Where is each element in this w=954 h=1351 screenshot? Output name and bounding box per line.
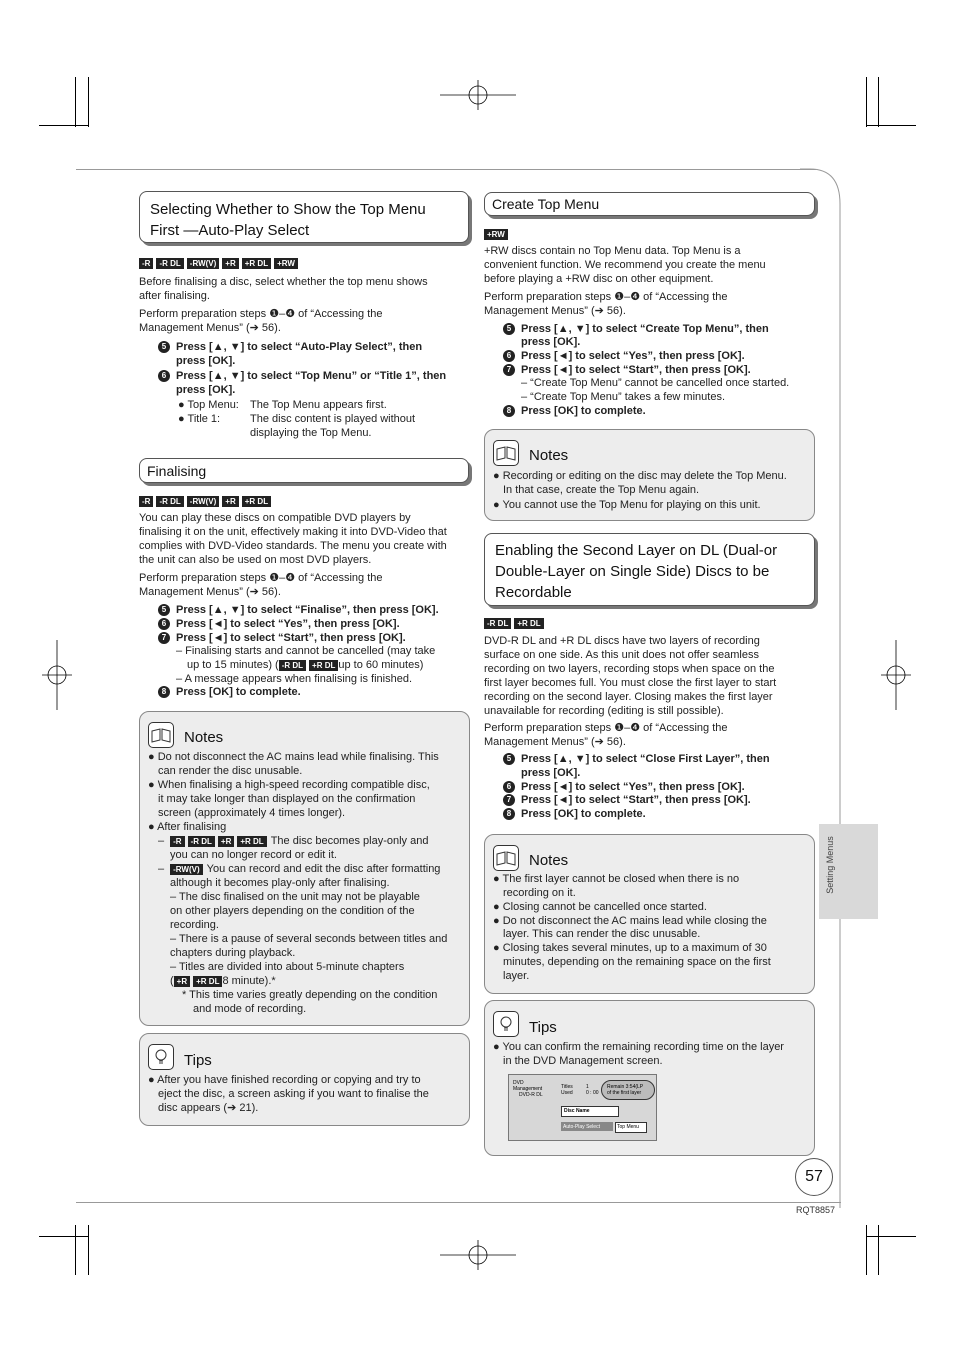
screen-disc-type: DVD-R DL <box>519 1092 543 1098</box>
prep-text: Management Menus” (➔ 56). <box>484 736 626 748</box>
step-5-cont: press [OK]. <box>521 336 581 348</box>
intro-text: complies with DVD-Video standards. The menu you create with <box>139 540 447 552</box>
disc-tag: +R DL <box>514 618 543 629</box>
step-text: Press [OK] to complete. <box>176 686 301 698</box>
heading-line-2: First —Auto-Play Select <box>150 222 310 239</box>
heading-title: Create Top Menu <box>492 196 600 212</box>
step-number: 8 <box>158 686 170 698</box>
notes-title: Notes <box>184 729 224 746</box>
disc-tag: +RW <box>274 258 298 269</box>
tip-item: eject the disc, a screen asking if you want to finalise the <box>158 1088 429 1100</box>
dvd-management-screen <box>508 1074 657 1141</box>
heading-line-3: Recordable <box>495 584 572 601</box>
step-6 <box>158 369 446 383</box>
tip-item: ● After you have finished recording or copying and try to <box>148 1074 421 1086</box>
crop-mark <box>866 1236 916 1237</box>
step-number: 7 <box>158 632 170 644</box>
step-subnote: – A message appears when finalising is finished. <box>176 673 413 685</box>
note-text: on other players depending on the condition of the <box>170 905 415 917</box>
crop-mark <box>866 1225 867 1275</box>
step-5-cont: press [OK]. <box>521 767 581 779</box>
lightbulb-icon <box>148 1044 174 1070</box>
disc-tag: -RW(V) <box>170 864 203 875</box>
section-heading-second-layer <box>484 533 815 606</box>
disc-tags <box>139 496 271 507</box>
step-number: 5 <box>158 604 170 616</box>
notes-title: Notes <box>529 852 569 869</box>
note-item: ● Do not disconnect the AC mains lead while finalising. This <box>148 751 439 763</box>
intro-text: DVD-R DL and +R DL discs have two layers of recording <box>484 635 760 647</box>
auto-play-label: Auto-Play Select <box>563 1124 600 1130</box>
registration-mark <box>42 640 72 710</box>
disc-tag: -R <box>139 258 153 269</box>
note-item: minutes, depending on the remaining space on the first <box>503 956 771 968</box>
section-heading-create-top-menu <box>484 192 815 216</box>
note-item: ● You cannot use the Top Menu for playing on this unit. <box>493 499 761 511</box>
step-text: Press [◄] to select “Yes”, then press [OK]. <box>521 350 745 362</box>
intro-text: recording on the second layer. Closing makes the first layer <box>484 691 773 703</box>
disc-tag: -R DL <box>156 496 183 507</box>
disc-tag: -R <box>170 836 184 847</box>
step-text: Press [OK] to complete. <box>521 405 646 417</box>
step-number: 5 <box>158 341 170 353</box>
disc-tag: +R DL <box>242 496 271 507</box>
disc-tags <box>139 258 298 269</box>
step-text: Press [OK] to complete. <box>521 808 646 820</box>
step-8 <box>503 807 646 821</box>
note-dash-item <box>158 862 440 876</box>
heading-line-1: Selecting Whether to Show the Top Menu <box>150 201 426 218</box>
section-heading-auto-play <box>139 191 469 243</box>
disc-tag: +R DL <box>309 660 338 671</box>
footnote: and mode of recording. <box>193 1003 307 1015</box>
note-dash-item <box>170 974 276 988</box>
dash: – <box>158 863 165 875</box>
option-label: ● Title 1: <box>178 413 221 425</box>
intro-text: You can play these discs on compatible DVD players by <box>139 512 411 524</box>
step-subnote <box>187 658 423 672</box>
step-number: 6 <box>158 618 170 630</box>
step-number: 5 <box>503 323 515 335</box>
registration-mark <box>440 1240 516 1270</box>
notes-title: Notes <box>529 447 569 464</box>
screen-value: 1 <box>586 1084 589 1090</box>
disc-tag: +R <box>222 496 238 507</box>
note-item: ● Do not disconnect the AC mains lead while closing the <box>493 915 767 927</box>
step-7 <box>503 363 751 377</box>
crop-mark <box>75 1225 76 1275</box>
step-subnote: – “Create Top Menu” cannot be cancelled once started. <box>521 377 790 389</box>
step-subnote: – Finalising starts and cannot be cancelled (may take <box>176 645 436 657</box>
step-6 <box>503 349 745 363</box>
paren: ( <box>170 975 174 987</box>
step-text: Press [◄] to select “Yes”, then press [OK]. <box>176 618 400 630</box>
crop-mark <box>878 77 879 127</box>
step-number: 5 <box>503 753 515 765</box>
step-number: 6 <box>503 350 515 362</box>
step-5-cont: press [OK]. <box>176 355 236 367</box>
step-text: Press [◄] to select “Yes”, then press [OK]. <box>521 781 745 793</box>
page-frame-bottom <box>76 1202 841 1203</box>
note-item: ● After finalising <box>148 821 227 833</box>
step-text: Press [▲, ▼] to select “Create Top Menu”, then <box>521 323 769 335</box>
step-5 <box>158 603 439 617</box>
crop-mark <box>88 1225 89 1275</box>
step-subnote: – “Create Top Menu” takes a few minutes. <box>521 391 726 403</box>
disc-tag: +R DL <box>237 836 266 847</box>
intro-text: the unit can also be used on most DVD players. <box>139 554 372 566</box>
step-number: 6 <box>503 781 515 793</box>
disc-name-label: Disc Name <box>564 1108 590 1114</box>
intro-text: unavailable for recording (editing is still possible). <box>484 705 724 717</box>
notes-book-icon <box>493 440 519 466</box>
disc-tag: +R <box>222 258 238 269</box>
dash: – <box>158 835 165 847</box>
intro-text: finalising it on the unit, effectively making it into DVD-Video that <box>139 526 447 538</box>
option-label: ● Top Menu: <box>178 399 239 411</box>
disc-tag: -RW(V) <box>187 258 220 269</box>
note-item: ● Recording or editing on the disc may delete the Top Menu. <box>493 470 787 482</box>
crop-mark <box>75 77 76 127</box>
registration-mark <box>440 80 516 110</box>
note-item: ● When finalising a high-speed recording compatible disc, <box>148 779 430 791</box>
note-text: – Titles are divided into about 5-minute chapters <box>170 961 405 973</box>
intro-text: after finalising. <box>139 290 210 302</box>
disc-tag: -R DL <box>156 258 183 269</box>
document-code: RQT8857 <box>796 1205 836 1215</box>
crop-mark <box>878 1225 879 1275</box>
prep-text: Perform preparation steps ❶–❹ of “Accessing the <box>139 572 383 584</box>
prep-text: Perform preparation steps ❶–❹ of “Accessing the <box>484 722 728 734</box>
note-text: The disc becomes play-only and <box>270 835 429 847</box>
note-item: can render the disc unusable. <box>158 765 303 777</box>
crop-mark <box>39 1236 89 1237</box>
disc-tags <box>484 229 508 240</box>
intro-text: recording on two layers, recording stops when space on the <box>484 663 775 675</box>
note-text: You can record and edit the disc after formatting <box>206 863 441 875</box>
disc-tag: -RW(V) <box>187 496 220 507</box>
option-desc: displaying the Top Menu. <box>250 427 372 439</box>
top-menu-label: Top Menu <box>617 1124 639 1130</box>
note-text: – The disc finalised on the unit may not be playable <box>170 891 420 903</box>
lightbulb-icon <box>493 1011 519 1037</box>
step-text: Press [▲, ▼] to select “Top Menu” or “Title 1”, then <box>176 370 447 382</box>
screen-title: DVD <box>513 1080 524 1086</box>
screen-label: Titles <box>561 1084 573 1090</box>
tip-item: ● You can confirm the remaining recording time on the layer <box>493 1041 784 1053</box>
tips-title: Tips <box>529 1019 557 1036</box>
disc-tag: -R <box>139 496 153 507</box>
heading-line-1: Enabling the Second Layer on DL (Dual-or <box>495 542 778 559</box>
step-5 <box>158 340 422 354</box>
step-7 <box>503 793 751 807</box>
note-text: chapters during playback. <box>170 947 296 959</box>
screen-remain: Remain 3:54(LP <box>607 1084 644 1090</box>
disc-tag: +RW <box>484 229 508 240</box>
prep-text: Management Menus” (➔ 56). <box>139 322 281 334</box>
disc-tag: +R DL <box>193 976 222 987</box>
step-5 <box>503 322 769 336</box>
note-text: 8 minute).* <box>222 975 276 987</box>
note-text: – There is a pause of several seconds between titles and <box>170 933 448 945</box>
step-7 <box>158 631 406 645</box>
disc-tag: -R DL <box>188 836 215 847</box>
prep-text: Management Menus” (➔ 56). <box>484 305 626 317</box>
intro-text: surface on one side. As this unit does not offer seamless <box>484 649 759 661</box>
note-dash-item <box>158 834 428 848</box>
step-text: Press [▲, ▼] to select “Finalise”, then press [OK]. <box>176 604 439 616</box>
screen-label: Used <box>561 1090 573 1096</box>
disc-tag: -R DL <box>279 660 306 671</box>
disc-tags <box>484 618 544 629</box>
step-6 <box>158 617 400 631</box>
step-6 <box>503 780 745 794</box>
step-text: Press [◄] to select “Start”, then press [OK]. <box>521 364 751 376</box>
note-text: although it becomes play-only after finalising. <box>170 877 390 889</box>
intro-text: +RW discs contain no Top Menu data. Top Menu is a <box>484 245 741 257</box>
step-text: Press [▲, ▼] to select “Close First Layer”, then <box>521 753 770 765</box>
tip-item: in the DVD Management screen. <box>503 1055 663 1067</box>
subnote-text: up to 60 minutes) <box>338 659 424 671</box>
prep-text: Management Menus” (➔ 56). <box>139 586 281 598</box>
crop-mark <box>39 125 89 126</box>
intro-text: Before finalising a disc, select whether the top menu shows <box>139 276 428 288</box>
registration-mark <box>881 640 911 710</box>
note-item: screen (approximately 4 times longer). <box>158 807 346 819</box>
step-5 <box>503 752 770 766</box>
note-item: In that case, create the Top Menu again. <box>503 484 700 496</box>
note-text: you can no longer record or edit it. <box>170 849 337 861</box>
screen-remain: of the first layer <box>607 1090 642 1096</box>
option-desc: The disc content is played without <box>250 413 416 425</box>
tip-item: disc appears (➔ 21). <box>158 1102 259 1114</box>
step-number: 8 <box>503 405 515 417</box>
crop-mark <box>88 77 89 127</box>
note-item: ● Closing cannot be cancelled once started. <box>493 901 707 913</box>
crop-mark <box>866 77 867 127</box>
note-item: it may take longer than displayed on the confirmation <box>158 793 416 805</box>
screen-value: 0 : 00 <box>586 1090 599 1096</box>
disc-tag: +R <box>174 976 190 987</box>
note-item: layer. This can render the disc unusable. <box>503 928 701 940</box>
page-number: 57 <box>795 1158 833 1196</box>
step-text: Press [◄] to select “Start”, then press [OK]. <box>521 794 751 806</box>
disc-tag: +R DL <box>242 258 271 269</box>
option-desc: The Top Menu appears first. <box>250 399 387 411</box>
note-item: ● Closing takes several minutes, up to a maximum of 30 <box>493 942 767 954</box>
intro-text: convenient function. We recommend you create the menu <box>484 259 766 271</box>
step-8 <box>503 404 646 418</box>
note-text: recording. <box>170 919 219 931</box>
step-number: 7 <box>503 794 515 806</box>
prep-text: Perform preparation steps ❶–❹ of “Accessing the <box>139 308 383 320</box>
step-6-cont: press [OK]. <box>176 384 236 396</box>
prep-text: Perform preparation steps ❶–❹ of “Accessing the <box>484 291 728 303</box>
section-heading-finalising <box>139 458 469 483</box>
step-8 <box>158 685 301 699</box>
step-number: 7 <box>503 364 515 376</box>
screen-title: Management <box>513 1086 543 1092</box>
disc-tag: -R DL <box>484 618 511 629</box>
step-text: Press [◄] to select “Start”, then press [OK]. <box>176 632 406 644</box>
footnote: * This time varies greatly depending on the condition <box>182 989 438 1001</box>
step-number: 8 <box>503 808 515 820</box>
notes-book-icon <box>493 845 519 871</box>
subnote-text: up to 15 minutes) ( <box>187 659 279 671</box>
heading-line-2: Double-Layer on Single Side) Discs to be <box>495 563 770 580</box>
tips-title: Tips <box>184 1052 212 1069</box>
crop-mark <box>866 125 916 126</box>
side-tab-label: Setting Menus <box>825 836 835 894</box>
page-frame-top <box>76 169 816 170</box>
intro-text: before playing a +RW disc on other equipment. <box>484 273 714 285</box>
step-number: 6 <box>158 370 170 382</box>
step-text: Press [▲, ▼] to select “Auto-Play Select”, then <box>176 341 423 353</box>
notes-book-icon <box>148 722 174 748</box>
note-item: recording on it. <box>503 887 576 899</box>
note-item: ● The first layer cannot be closed when there is no <box>493 873 740 885</box>
note-item: layer. <box>503 970 530 982</box>
heading-title: Finalising <box>147 463 207 479</box>
disc-tag: +R <box>218 836 234 847</box>
intro-text: first layer becomes full. You must close the first layer to start <box>484 677 777 689</box>
